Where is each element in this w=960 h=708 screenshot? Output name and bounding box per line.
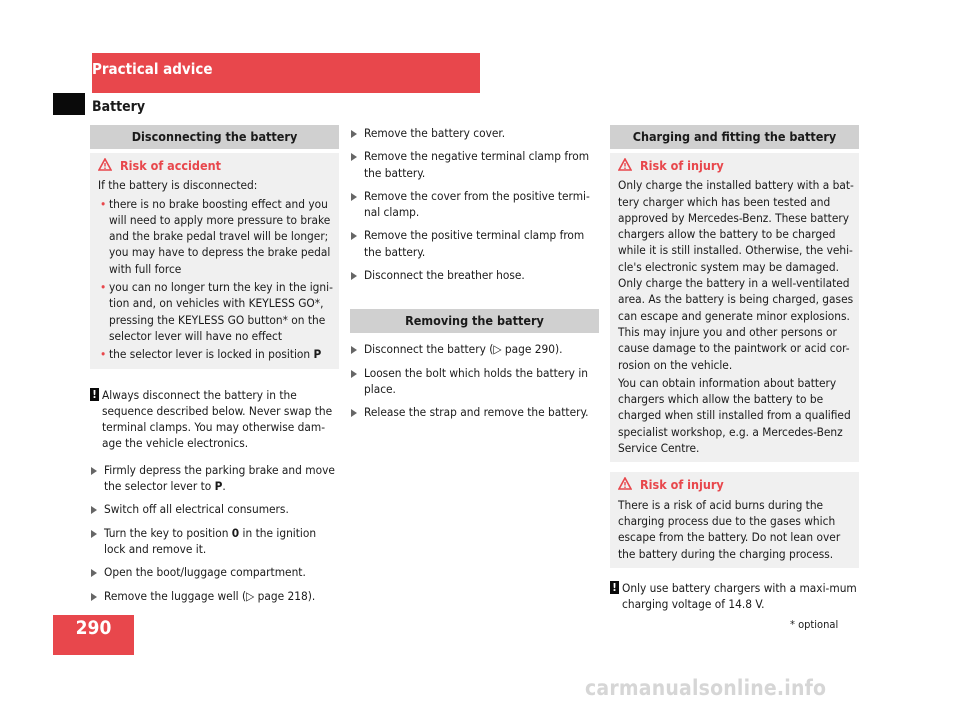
accident-warning-box — [90, 153, 339, 369]
step-item — [350, 365, 599, 398]
column-3 — [610, 125, 859, 612]
watermark: carmanualsonline.info — [585, 676, 827, 700]
column-2 — [350, 125, 599, 421]
arrow-icon — [351, 130, 357, 138]
warning-triangle-icon — [618, 477, 636, 494]
warning-bullet — [98, 346, 334, 362]
step-text: Loosen the bolt which holds the battery in place. — [364, 365, 589, 396]
warning-bullet: • you can no longer turn the key in the igni-tion and, on vehicles with KEYLESS GO*, pressing the KEYLESS GO button* on the selector lever will have no effect — [98, 279, 334, 344]
step-item — [350, 227, 599, 260]
arrow-icon — [351, 370, 357, 378]
arrow-icon — [351, 153, 357, 161]
step-text: Remove the positive terminal clamp from the battery. — [364, 228, 585, 259]
exclamation-icon: ! — [90, 388, 99, 401]
step-text: Switch off all electrical consumers. — [104, 502, 289, 517]
step-item — [350, 267, 599, 283]
warning-paragraph: There is a risk of acid burns during the charging process due to the gases which escape from the battery. Do not lean over the battery during the charging process. — [618, 497, 841, 561]
warning-bullet: • there is no brake boosting effect and you will need to apply more pressure to brake and the brake pedal travel will be longer; you may have to depress the brake pedal with full force — [98, 196, 334, 277]
step-item — [90, 501, 339, 517]
step-text: Turn the key to position — [104, 525, 229, 540]
arrow-icon — [91, 530, 97, 538]
step-item — [350, 341, 599, 357]
warning-title: Risk of accident — [120, 158, 221, 174]
step-item — [350, 125, 599, 141]
arrow-icon — [351, 409, 357, 417]
heading-charging: Charging and fitting the battery — [610, 125, 859, 149]
step-item — [90, 525, 339, 558]
warning-bullet-text: the selector lever is locked in position — [109, 347, 311, 362]
warning-triangle-icon — [618, 158, 636, 175]
injury-warning-box-1 — [610, 153, 859, 462]
warning-paragraph: Only charge the installed battery with a bat-tery charger which has been tested and approved by Mercedes-Benz. These battery chargers allow the battery to be charged while it is still installed. Otherwise, the vehi-cle's electronic system may be damaged. Only charge the battery in a well-ventilated area. As the battery is being charged, gases can escape and generate minor explosions. This may injure you and other persons or cause damage to the paintwork or acid cor-rosion on the vehicle. — [618, 178, 854, 372]
step-tail: in the ignition lock and remove it. — [104, 525, 317, 556]
step-item — [90, 462, 339, 495]
step-item — [90, 588, 339, 604]
step-text: Remove the cover from the positive termi-nal clamp. — [364, 188, 590, 220]
arrow-icon — [91, 569, 97, 577]
step-text: Firmly depress the parking brake and move the selector lever to — [104, 462, 335, 494]
note-text: Only use battery chargers with a maxi-mum charging voltage of 14.8 V. — [622, 580, 857, 612]
step-text: Open the boot/luggage compartment. — [104, 565, 306, 580]
page-number: 290 — [75, 617, 112, 639]
step-item — [350, 404, 599, 420]
section-marker — [53, 93, 85, 115]
step-item — [350, 188, 599, 221]
chapter-title: Practical advice — [92, 60, 213, 78]
step-tail: . — [222, 479, 226, 494]
caution-note — [610, 580, 859, 613]
step-item — [90, 564, 339, 580]
step-text: Remove the negative terminal clamp from the battery. — [364, 149, 590, 180]
step-text: Remove the luggage well (▷ page 218). — [104, 588, 316, 603]
warning-title: Risk of injury — [640, 477, 724, 493]
warning-triangle-icon — [98, 158, 116, 175]
step-item — [350, 148, 599, 181]
arrow-icon — [91, 506, 97, 514]
step-text: Disconnect the breather hose. — [364, 268, 525, 283]
arrow-icon — [351, 232, 357, 240]
injury-warning-box-2 — [610, 472, 859, 567]
section-title: Battery — [92, 99, 146, 115]
column-1 — [90, 125, 339, 604]
warning-title: Risk of injury — [640, 158, 724, 174]
heading-disconnecting: Disconnecting the battery — [90, 125, 339, 149]
note-text: Always disconnect the battery in the sequence described below. Never swap the terminal clamps. You may otherwise dam-age the vehicle electronics. — [102, 387, 333, 451]
arrow-icon — [91, 593, 97, 601]
arrow-icon — [351, 272, 357, 280]
arrow-icon — [351, 193, 357, 201]
position-p: P — [313, 347, 322, 362]
exclamation-icon: ! — [610, 581, 619, 594]
warning-intro: If the battery is disconnected: — [98, 178, 258, 193]
warning-paragraph: You can obtain information about battery chargers which allow the battery to be charged when still installed from a qualified specialist workshop, e.g. a Mercedes-Benz Service Centre. — [618, 375, 851, 456]
optional-footnote: * optional — [790, 618, 839, 631]
step-text: Release the strap and remove the battery. — [364, 405, 589, 420]
arrow-icon — [91, 467, 97, 475]
step-bold: 0 — [231, 525, 240, 540]
step-text: Remove the battery cover. — [364, 126, 506, 140]
caution-note — [90, 387, 339, 452]
step-text: Disconnect the battery (▷ page 290). — [364, 342, 563, 357]
heading-removing: Removing the battery — [350, 309, 599, 333]
step-bold: P — [214, 479, 223, 494]
arrow-icon — [351, 346, 357, 354]
